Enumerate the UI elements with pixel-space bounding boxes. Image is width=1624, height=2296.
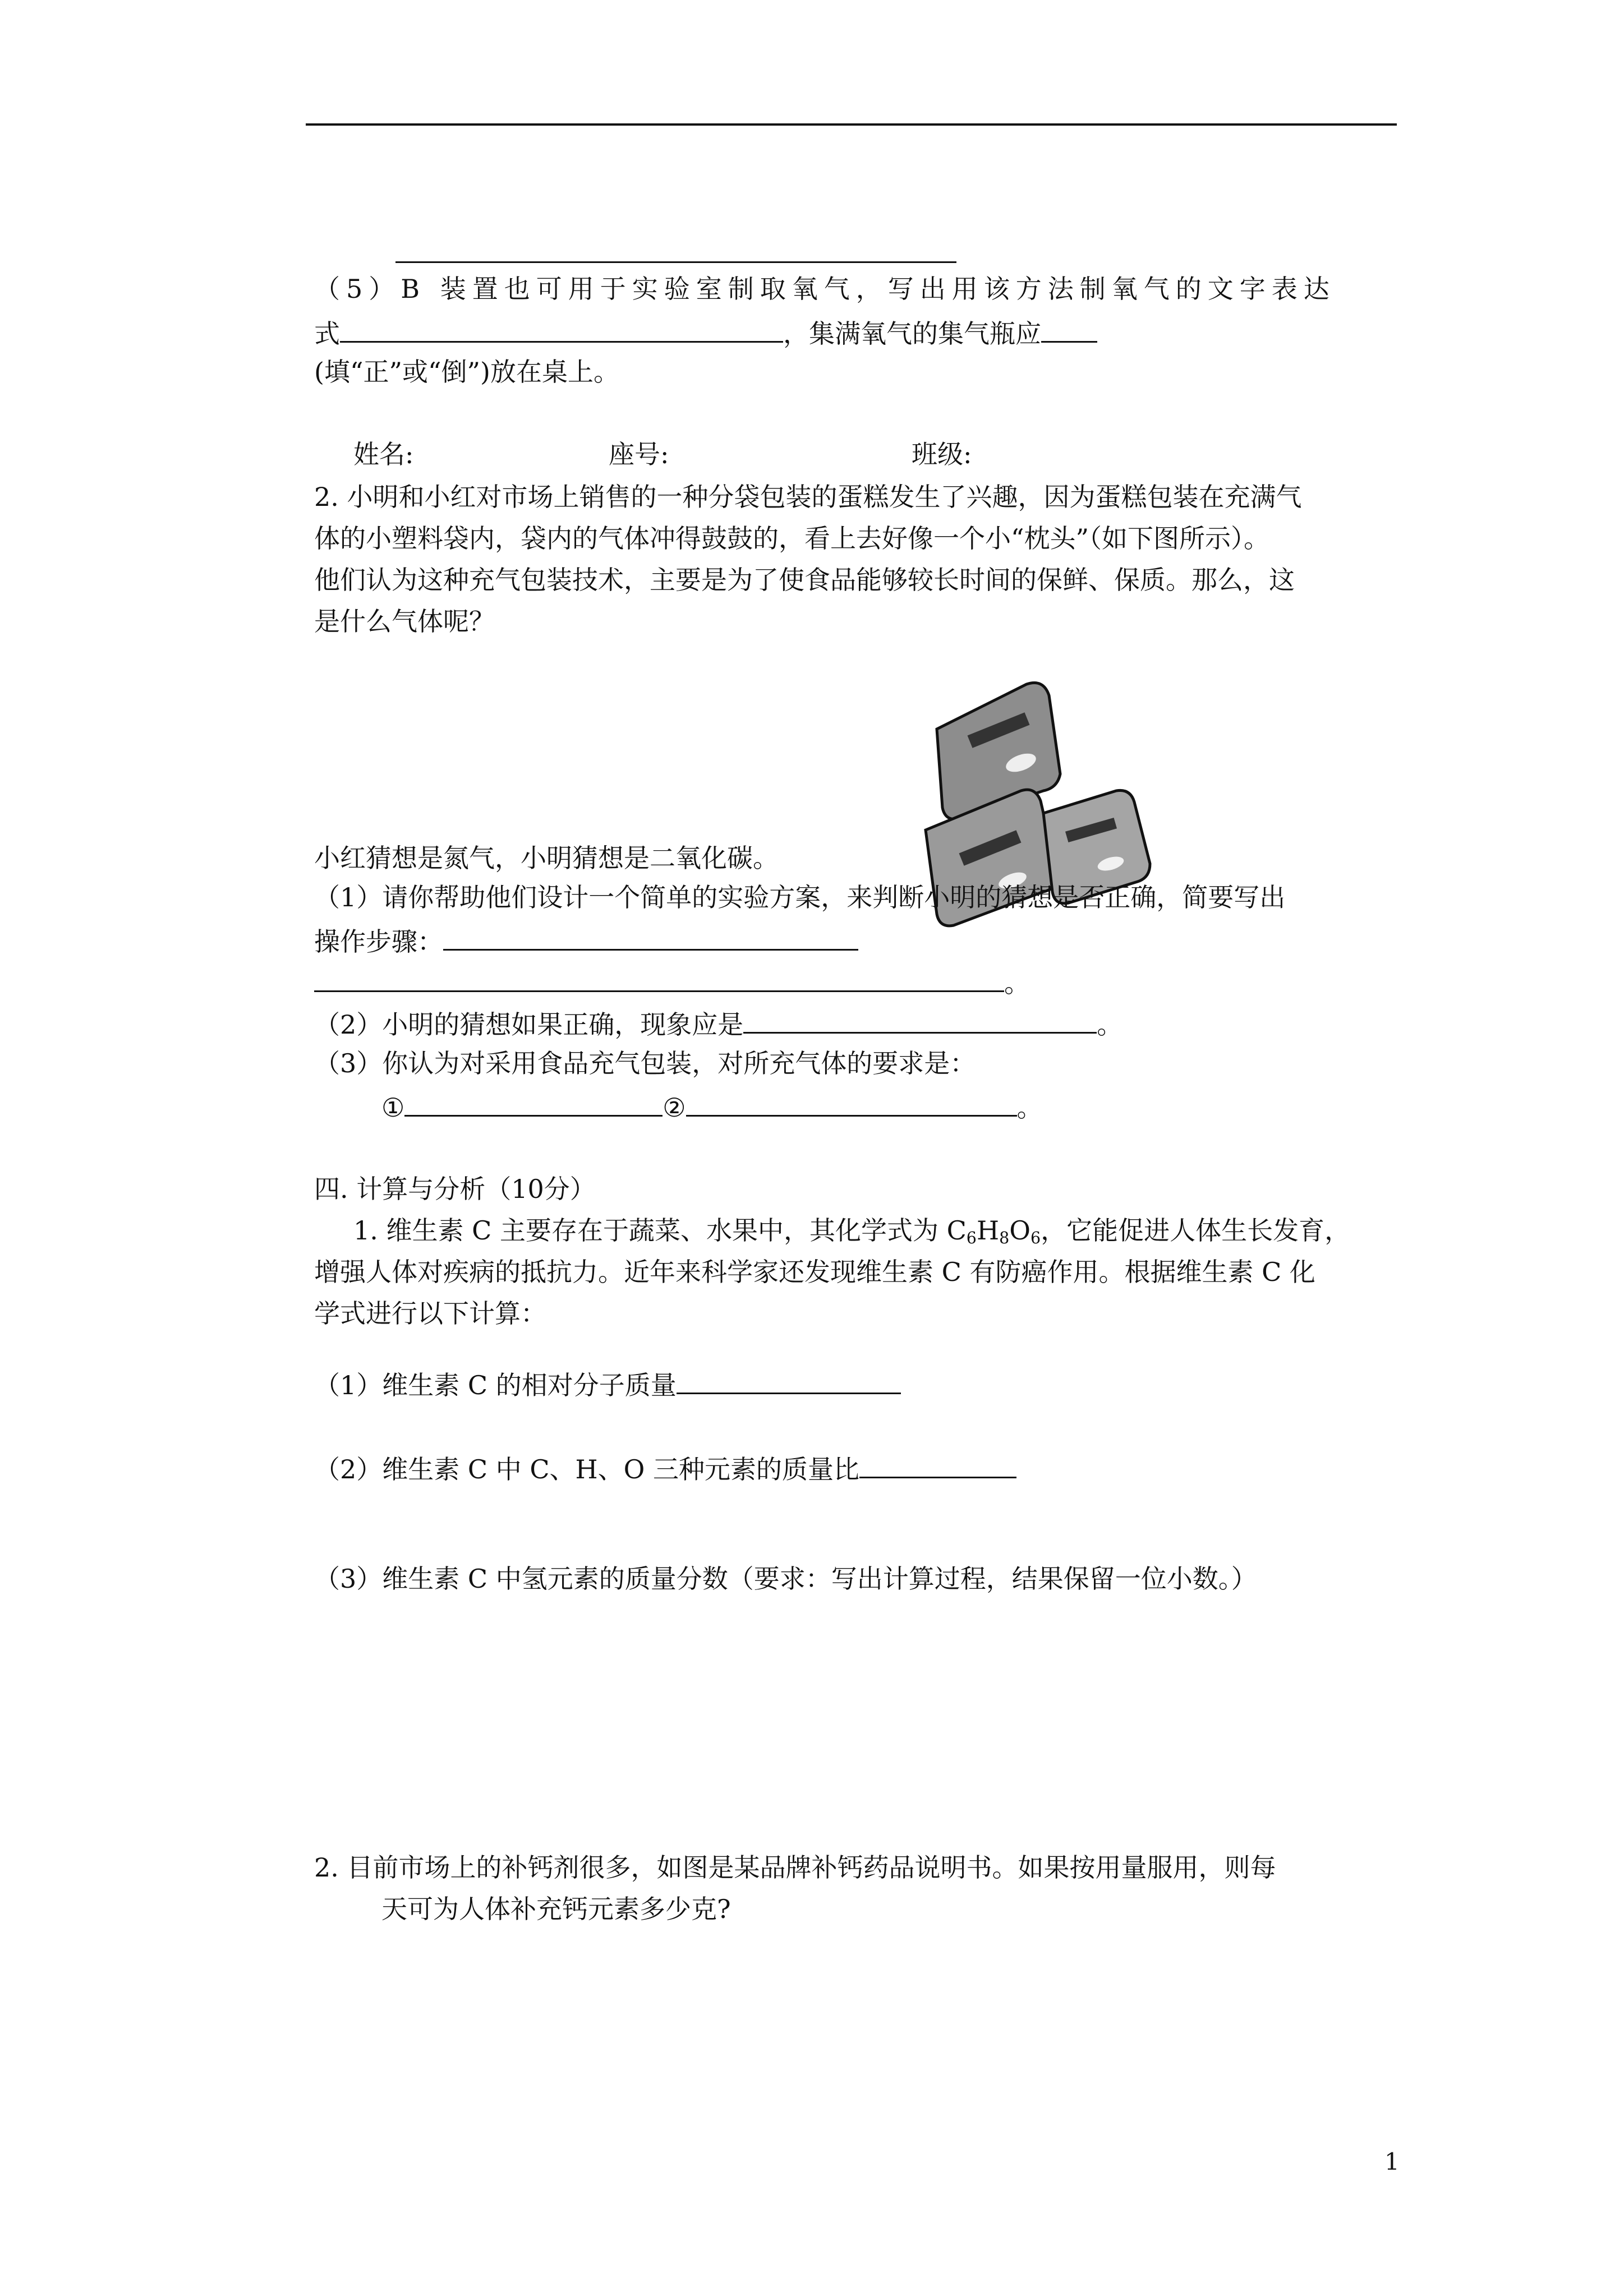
vitamin-c-paragraph-line1: [353, 1214, 1350, 1255]
q2-paragraph-line4: 是什么气体呢？: [314, 606, 495, 637]
formula-o-count: 6: [1030, 1229, 1041, 1248]
q2-sub2-text: （2）小明的猜想如果正确，现象应是: [314, 1009, 744, 1040]
mass-ratio-blank[interactable]: [859, 1450, 1016, 1478]
page-number: 1: [1384, 2148, 1400, 2175]
student-seat-label: 座号:: [609, 439, 669, 469]
calcium-question-line2: 天可为人体补充钙元素多少克?: [381, 1894, 731, 1924]
circle-1-marker: ①: [381, 1092, 405, 1123]
q2-sub3: （3）你认为对采用食品充气包装，对所充气体的要求是：: [314, 1048, 976, 1078]
q2-sub3-answers: [381, 1088, 1043, 1124]
vitamin-c-calc-1: [314, 1366, 901, 1402]
operation-steps-blank[interactable]: [443, 922, 858, 951]
vitamin-c-paragraph-line2: 增强人体对疾病的抵抗力。近年来科学家还发现维生素 C 有防癌作用。根据维生素 C 化: [314, 1257, 1315, 1287]
section-5-line1: （5）B 装置也可用于实验室制取氧气，写出用该方法制氧气的文字表达: [314, 274, 1336, 304]
formula-c-count: 6: [966, 1229, 977, 1248]
q2-sub3-end: 。: [1016, 1092, 1043, 1123]
requirement-2-blank[interactable]: [686, 1088, 1017, 1117]
phenomenon-blank[interactable]: [743, 1005, 1097, 1034]
bottle-orientation-blank[interactable]: [1041, 314, 1097, 343]
q2-paragraph-line2: 体的小塑料袋内，袋内的气体冲得鼓鼓的，看上去好像一个小“枕头”（如下图所示）。: [314, 523, 1270, 554]
vitamin-c-intro: 1. 维生素 C 主要存在于蔬菜、水果中，其化学式为 C: [353, 1215, 967, 1246]
calc-2-text: （2）维生素 C 中 C、H、O 三种元素的质量比: [314, 1454, 859, 1484]
q2-sub1-prefix: 操作步骤：: [314, 926, 443, 957]
section-5-line2-prefix: 式: [314, 319, 340, 349]
q2-sub1-end: 。: [1004, 968, 1030, 998]
molecular-mass-blank[interactable]: [677, 1366, 901, 1394]
calc-1-text: （1）维生素 C 的相对分子质量: [314, 1370, 677, 1400]
answer-blank[interactable]: [395, 261, 956, 263]
calcium-question-line1: 2. 目前市场上的补钙剂很多，如图是某品牌补钙药品说明书。如果按用量服用，则每: [314, 1852, 1276, 1883]
vitamin-c-intro-cont: ，它能促进人体生长发育，: [1041, 1215, 1351, 1246]
vitamin-c-paragraph-line3: 学式进行以下计算：: [314, 1298, 546, 1329]
formula-h: H: [976, 1215, 1000, 1246]
section-5-line2-text: ，集满氧气的集气瓶应: [783, 319, 1041, 349]
q2-sub1-line2: [314, 922, 858, 958]
q2-paragraph-line3: 他们认为这种充气包装技术，主要是为了使食品能够较长时间的保鲜、保质。那么，这: [314, 565, 1295, 595]
vitamin-c-calc-3: （3）维生素 C 中氢元素的质量分数（要求：写出计算过程，结果保留一位小数。）: [314, 1564, 1257, 1594]
formula-o: O: [1009, 1215, 1030, 1246]
header-rule: [306, 123, 1397, 126]
q2-sub1-line3: [314, 963, 1030, 1000]
operation-steps-blank-2[interactable]: [314, 963, 1004, 992]
formula-h-count: 8: [999, 1229, 1010, 1248]
student-name-label: 姓名:: [353, 439, 414, 469]
requirement-1-blank[interactable]: [404, 1088, 663, 1117]
circle-2-marker: ②: [663, 1092, 686, 1123]
section-5-line3: (填“正”或“倒”)放在桌上。: [314, 357, 619, 387]
student-class-label: 班级:: [912, 439, 972, 469]
q2-sub2-end: 。: [1097, 1009, 1123, 1040]
word-equation-blank[interactable]: [340, 314, 783, 343]
vitamin-c-calc-2: [314, 1450, 1016, 1486]
q2-paragraph-line1: 2. 小明和小红对市场上销售的一种分袋包装的蛋糕发生了兴趣，因为蛋糕包装在充满气: [314, 482, 1302, 512]
q2-sub2: [314, 1005, 1122, 1041]
section-5-line2: [314, 314, 1097, 351]
q2-guess: 小红猜想是氮气，小明猜想是二氧化碳。: [314, 843, 779, 873]
q2-sub1-line1: （1）请你帮助他们设计一个简单的实验方案，来判断小明的猜想是否正确，简要写出: [314, 882, 1286, 912]
section-4-title: 四. 计算与分析（10分）: [314, 1174, 596, 1204]
